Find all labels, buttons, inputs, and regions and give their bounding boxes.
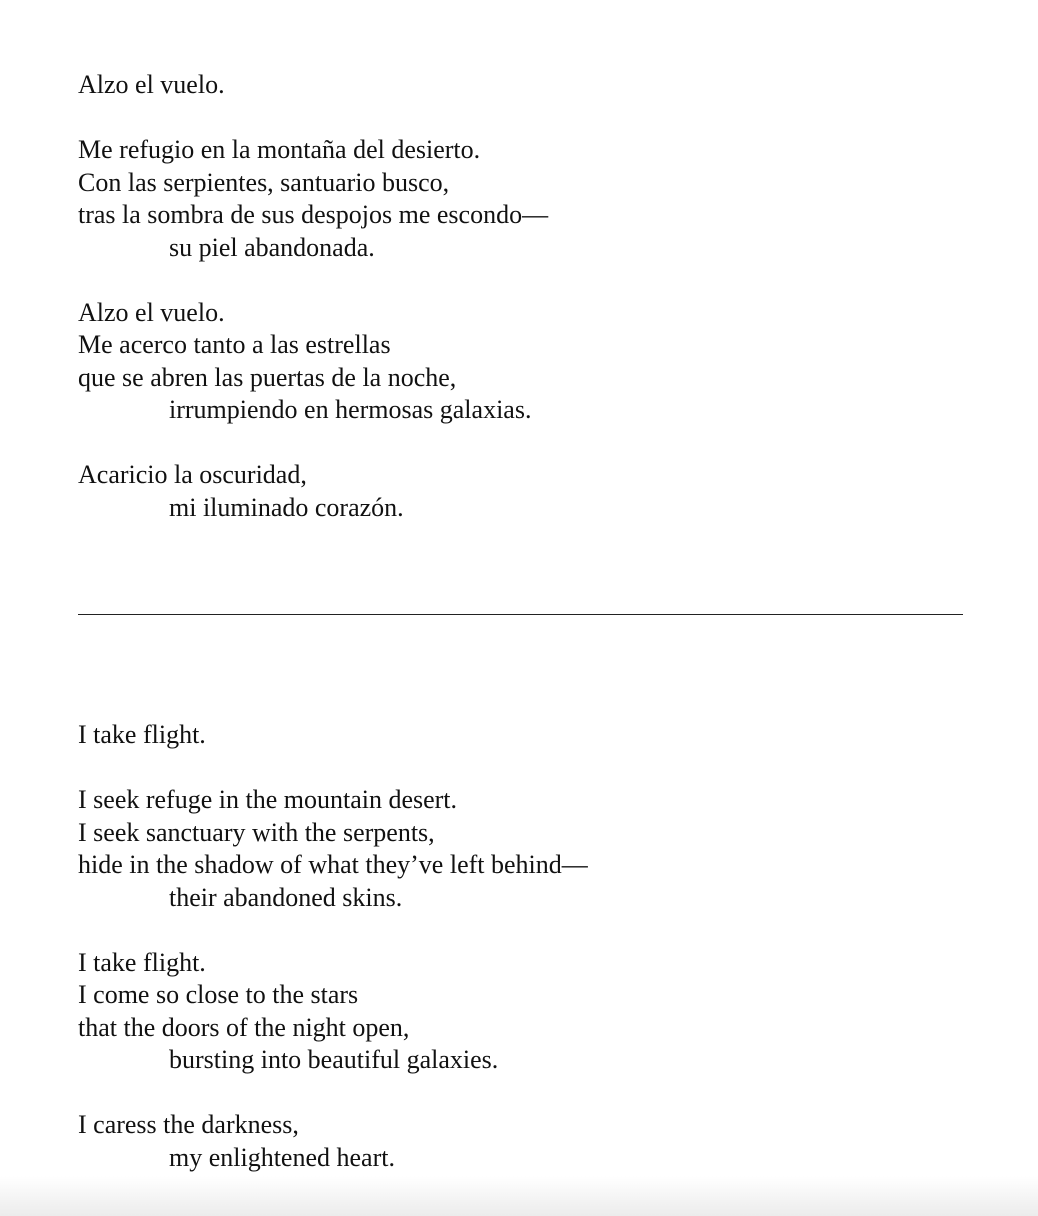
stanza-3 bbox=[78, 947, 978, 1077]
poem-line-indented: my enlightened heart. bbox=[169, 1142, 395, 1172]
poem-line-indented: their abandoned skins. bbox=[169, 882, 403, 912]
poem-line: I take flight. bbox=[78, 947, 206, 977]
stanza-1 bbox=[78, 69, 978, 102]
poem-line-indented: bursting into beautiful galaxies. bbox=[169, 1045, 499, 1074]
spanish-poem bbox=[78, 69, 978, 557]
stanza-2 bbox=[78, 784, 978, 914]
poem-line: Acaricio la oscuridad, bbox=[78, 460, 307, 489]
poem-line: I seek sanctuary with the serpents, bbox=[78, 817, 435, 847]
bottom-edge-shadow bbox=[0, 1176, 1038, 1216]
poem-line: I come so close to the stars bbox=[78, 980, 359, 1009]
poem-line: Alzo el vuelo. bbox=[78, 70, 225, 99]
english-poem bbox=[78, 719, 978, 1207]
poem-line: I caress the darkness, bbox=[78, 1110, 299, 1139]
stanza-3 bbox=[78, 297, 978, 427]
poem-line-indented: mi iluminado corazón. bbox=[169, 492, 404, 522]
poem-line: I seek refuge in the mountain desert. bbox=[78, 785, 458, 814]
poem-line-indented: irrumpiendo en hermosas galaxias. bbox=[169, 395, 532, 424]
poem-line-indented: su piel abandonada. bbox=[169, 232, 375, 262]
stanza-1 bbox=[78, 719, 978, 752]
poem-line: tras la sombra de sus despojos me escondo— bbox=[78, 200, 549, 229]
poem-line: that the doors of the night open, bbox=[78, 1012, 410, 1042]
poem-line: Alzo el vuelo. bbox=[78, 297, 225, 327]
poem-line: que se abren las puertas de la noche, bbox=[78, 362, 457, 392]
stanza-4 bbox=[78, 1109, 978, 1174]
stanza-2 bbox=[78, 134, 978, 264]
poem-line: I take flight. bbox=[78, 720, 206, 749]
poem-line: Me refugio en la montaña del desierto. bbox=[78, 135, 481, 164]
section-divider bbox=[78, 614, 963, 615]
poem-line: Con las serpientes, santuario busco, bbox=[78, 167, 450, 197]
poem-line: Me acerco tanto a las estrellas bbox=[78, 330, 391, 359]
stanza-4 bbox=[78, 459, 978, 524]
poem-line: hide in the shadow of what they’ve left behind— bbox=[78, 850, 588, 879]
